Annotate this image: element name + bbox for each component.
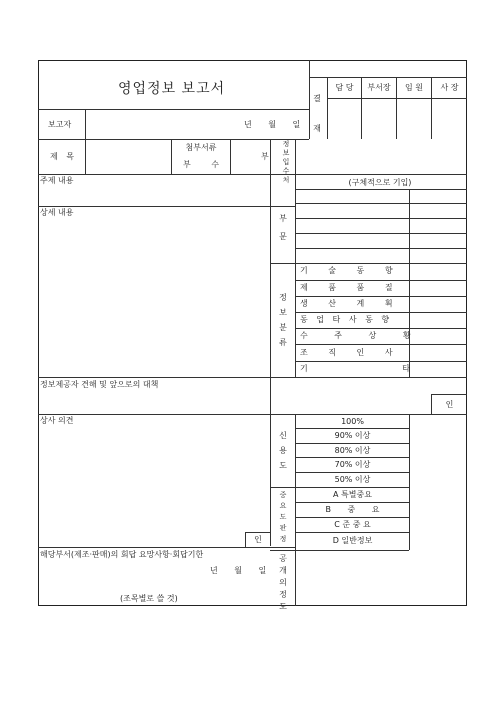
row-divider-3 [38,206,295,207]
opinion-seal: 인 [445,400,454,409]
reliability-item: 80% 이상 [334,446,371,455]
importance-label: 중요도판정 [279,491,287,543]
reliability-item: 70% 이상 [334,460,371,469]
info-class-row [295,361,467,362]
left-label-column-border [270,139,271,546]
detail-label: 상세 내용 [40,208,74,217]
approval-top-border [309,77,467,78]
reporter-top-border [38,109,309,110]
supervisor-label: 상사 의견 [40,416,74,425]
importance-row [295,502,409,503]
info-class-item: 조 직 인 사 [300,348,393,357]
department-row-3 [295,233,467,234]
reply-label: 해당부서(제조·판매)의 회답 요망사항·회답기한 [40,550,204,559]
info-class-row [295,296,467,297]
info-class-row [295,312,467,313]
department-row-2 [295,218,467,219]
approval-col-4: 사 장 [440,83,459,92]
department-label: 부문 [279,214,287,241]
reliability-item: 100% [341,417,364,426]
row-divider-1 [38,139,309,140]
info-class-item: 기 타 [300,364,410,373]
importance-row [295,532,409,533]
opinion-seal-top [431,394,467,395]
importance-item: B 중 요 [325,505,380,514]
reporter-label: 보고자 [48,120,72,129]
info-class-top-border [270,263,467,264]
importance-bottom [270,550,409,551]
approval-header-border [327,98,467,99]
attachments-unit: 부 [261,152,269,161]
info-class-item: 제 품 품 질 [300,283,393,292]
approval-label: 결재 [313,94,321,133]
approval-col-1: 담 당 [335,83,354,92]
approval-col-2: 부서장 [367,83,391,92]
info-class-item: 기 술 동 향 [300,266,393,275]
department-row-1 [295,203,467,204]
importance-item: A 특별중요 [333,490,372,499]
reliability-row [295,443,409,444]
info-class-row [295,344,467,345]
subject-label: 제 목 [50,152,74,161]
right-value-divider [409,189,410,377]
importance-row [295,517,409,518]
reliability-value-divider [409,414,410,550]
info-class-label: 정보분류 [279,293,287,347]
row-divider-2 [38,174,467,175]
info-class-item: 수 주 상 황 [300,331,411,340]
source-hint-border [295,189,467,190]
reply-note: (조목별로 쓸 것) [120,594,178,603]
reliability-row [295,428,409,429]
supervisor-seal: 인 [254,535,262,544]
source-hint: (구체적으로 기입) [348,178,412,187]
reliability-item: 90% 이상 [334,431,371,440]
main-content-label: 주제 내용 [40,176,74,185]
reporter-divider [85,109,86,174]
right-section-border [295,139,296,377]
attachments-count-label: 부 수 [183,160,219,169]
importance-item: C 준 중 요 [334,520,371,529]
reliability-row [295,457,409,458]
department-row-4 [295,248,467,249]
row-divider-4 [38,377,467,378]
supervisor-seal-top [245,532,270,533]
reply-date: 년 월 일 [210,566,267,575]
disclosure-label: 공개의정도 [279,554,287,611]
reliability-bottom [270,487,409,488]
info-class-item: 동 업 타 사 동 향 [300,315,390,324]
source-label: 정보입수처 [282,140,290,184]
attachments-label: 첨부서류 [185,143,217,152]
info-class-item: 생 산 계 획 [300,299,393,308]
reliability-row [295,472,409,473]
importance-item: D 일반정보 [332,536,373,545]
info-class-row [295,328,467,329]
form-title: 영업정보 보고서 [118,81,226,97]
info-class-row [295,280,467,281]
attachments-divider [230,139,231,174]
row-divider-5 [38,414,467,415]
reliability-label: 신용도 [279,431,287,470]
approval-col-3: 임 원 [405,83,423,92]
opinion-label: 정보제공자 견해 및 앞으로의 대책 [40,380,159,389]
reliability-item: 50% 이상 [334,475,371,484]
approval-left-border [309,60,310,139]
source-right-border [295,139,296,174]
row-divider-6 [38,547,295,548]
reporter-date: 년 월 일 [244,120,301,129]
